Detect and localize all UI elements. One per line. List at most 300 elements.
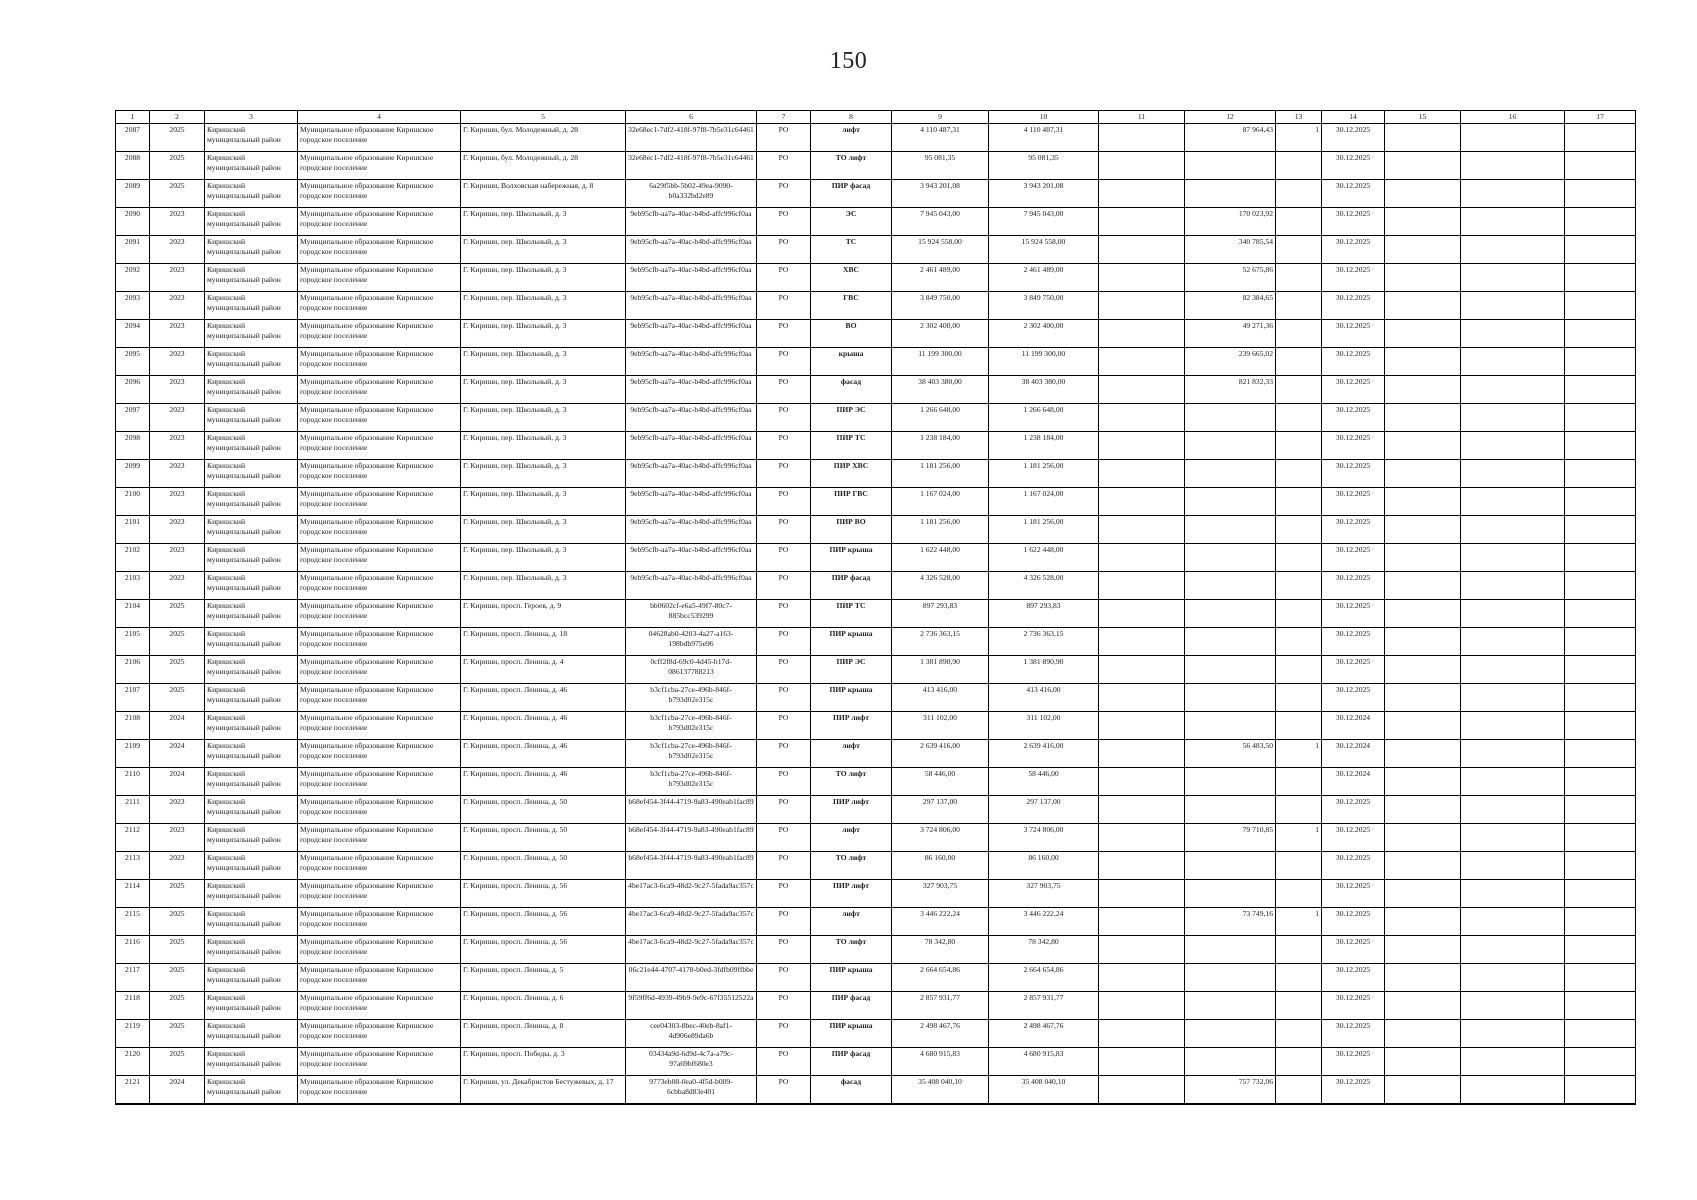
row-number-cell: 2108 <box>116 712 150 740</box>
column-13-cell <box>1276 852 1322 880</box>
cost-fund-cell: 3 446 222,24 <box>989 908 1099 936</box>
column-11-cell <box>1099 152 1185 180</box>
completion-date-cell: 30.12.2025 <box>1322 572 1385 600</box>
work-type-cell: ПИР ГВС <box>811 488 892 516</box>
total-cost-cell: 4 326 528,00 <box>892 572 989 600</box>
house-guid-cell: 9eb95cfb-aa7a-40ac-b4bd-affc996cf0aa <box>626 376 757 404</box>
table-row <box>116 516 1636 544</box>
total-cost-cell: 11 199 300,00 <box>892 348 989 376</box>
cost-fund-cell: 297 137,00 <box>989 796 1099 824</box>
column-13-cell <box>1276 964 1322 992</box>
house-guid-cell: 9eb95cfb-aa7a-40ac-b4bd-affc996cf0aa <box>626 292 757 320</box>
column-17-cell <box>1565 516 1636 544</box>
year-cell: 2025 <box>150 600 205 628</box>
cost-fund-cell: 3 724 806,00 <box>989 824 1099 852</box>
work-type-cell: ПИР ТС <box>811 600 892 628</box>
column-11-cell <box>1099 376 1185 404</box>
column-12-cell <box>1185 712 1276 740</box>
total-cost-cell: 1 266 648,00 <box>892 404 989 432</box>
work-type-cell: ВО <box>811 320 892 348</box>
year-cell: 2023 <box>150 432 205 460</box>
work-type-cell: фасад <box>811 1076 892 1105</box>
organization-cell: РО <box>757 264 811 292</box>
house-guid-cell: 9773eb08-0ea0-4f5d-b009-6cbba8d83e401 <box>626 1076 757 1105</box>
address-cell: Г. Кириши, просп. Ленина, д. 6 <box>461 992 626 1020</box>
table-row <box>116 768 1636 796</box>
work-type-cell: лифт <box>811 824 892 852</box>
column-13-cell <box>1276 992 1322 1020</box>
column-17-cell <box>1565 712 1636 740</box>
total-cost-cell: 3 943 201,08 <box>892 180 989 208</box>
total-cost-cell: 1 167 024,00 <box>892 488 989 516</box>
completion-date-cell: 30.12.2025 <box>1322 992 1385 1020</box>
table-row <box>116 964 1636 992</box>
work-type-cell: ТС <box>811 236 892 264</box>
column-12-cell <box>1185 936 1276 964</box>
total-cost-cell: 7 945 043,00 <box>892 208 989 236</box>
row-number-cell: 2087 <box>116 124 150 152</box>
municipality-cell: Муниципальное образование Киришское городское поселение <box>298 180 461 208</box>
organization-cell: РО <box>757 236 811 264</box>
organization-cell: РО <box>757 152 811 180</box>
cost-fund-cell: 7 945 043,00 <box>989 208 1099 236</box>
address-cell: Г. Кириши, пер. Школьный, д. 3 <box>461 264 626 292</box>
address-cell: Г. Кириши, пер. Школьный, д. 3 <box>461 544 626 572</box>
column-12-cell: 170 023,92 <box>1185 208 1276 236</box>
district-cell: Киришский муниципальный район <box>205 992 298 1020</box>
column-17-cell <box>1565 292 1636 320</box>
column-17-cell <box>1565 432 1636 460</box>
column-12-cell <box>1185 992 1276 1020</box>
municipality-cell: Муниципальное образование Киришское городское поселение <box>298 124 461 152</box>
total-cost-cell: 15 924 558,00 <box>892 236 989 264</box>
column-12-cell <box>1185 768 1276 796</box>
district-cell: Киришский муниципальный район <box>205 908 298 936</box>
column-17-cell <box>1565 376 1636 404</box>
cost-fund-cell: 58 446,00 <box>989 768 1099 796</box>
column-11-cell <box>1099 936 1185 964</box>
column-number-cell: 11 <box>1099 111 1185 124</box>
column-12-cell <box>1185 544 1276 572</box>
total-cost-cell: 2 736 363,15 <box>892 628 989 656</box>
organization-cell: РО <box>757 656 811 684</box>
year-cell: 2025 <box>150 180 205 208</box>
completion-date-cell: 30.12.2025 <box>1322 432 1385 460</box>
row-number-cell: 2114 <box>116 880 150 908</box>
year-cell: 2023 <box>150 572 205 600</box>
municipality-cell: Муниципальное образование Киришское городское поселение <box>298 208 461 236</box>
address-cell: Г. Кириши, просп. Ленина, д. 18 <box>461 628 626 656</box>
column-number-cell: 14 <box>1322 111 1385 124</box>
column-16-cell <box>1461 236 1565 264</box>
column-16-cell <box>1461 936 1565 964</box>
column-11-cell <box>1099 292 1185 320</box>
year-cell: 2025 <box>150 684 205 712</box>
house-guid-cell: 04628ab0-4203-4a27-a163-198bdb975e96 <box>626 628 757 656</box>
total-cost-cell: 2 664 654,86 <box>892 964 989 992</box>
column-12-cell <box>1185 152 1276 180</box>
column-11-cell <box>1099 684 1185 712</box>
municipality-cell: Муниципальное образование Киришское городское поселение <box>298 824 461 852</box>
column-16-cell <box>1461 544 1565 572</box>
year-cell: 2025 <box>150 656 205 684</box>
work-type-cell: фасад <box>811 376 892 404</box>
column-number-cell: 6 <box>626 111 757 124</box>
house-guid-cell: 4be17ac3-6ca9-48d2-9c27-5fada9ac357c <box>626 936 757 964</box>
district-cell: Киришский муниципальный район <box>205 488 298 516</box>
column-number-cell: 10 <box>989 111 1099 124</box>
column-17-cell <box>1565 824 1636 852</box>
column-11-cell <box>1099 880 1185 908</box>
column-number-cell: 15 <box>1385 111 1461 124</box>
column-16-cell <box>1461 712 1565 740</box>
row-number-cell: 2103 <box>116 572 150 600</box>
row-number-cell: 2097 <box>116 404 150 432</box>
table-row <box>116 880 1636 908</box>
address-cell: Г. Кириши, просп. Ленина, д. 50 <box>461 824 626 852</box>
table-row <box>116 908 1636 936</box>
column-11-cell <box>1099 404 1185 432</box>
column-13-cell <box>1276 684 1322 712</box>
municipality-cell: Муниципальное образование Киришское городское поселение <box>298 740 461 768</box>
year-cell: 2025 <box>150 936 205 964</box>
column-13-cell <box>1276 796 1322 824</box>
column-11-cell <box>1099 852 1185 880</box>
organization-cell: РО <box>757 880 811 908</box>
column-16-cell <box>1461 348 1565 376</box>
total-cost-cell: 38 403 380,00 <box>892 376 989 404</box>
column-15-cell <box>1385 824 1461 852</box>
work-type-cell: ПИР крыша <box>811 544 892 572</box>
column-16-cell <box>1461 572 1565 600</box>
column-13-cell <box>1276 768 1322 796</box>
organization-cell: РО <box>757 1048 811 1076</box>
work-type-cell: ТО лифт <box>811 936 892 964</box>
column-15-cell <box>1385 516 1461 544</box>
municipality-cell: Муниципальное образование Киришское городское поселение <box>298 544 461 572</box>
row-number-cell: 2089 <box>116 180 150 208</box>
municipality-cell: Муниципальное образование Киришское городское поселение <box>298 264 461 292</box>
row-number-cell: 2104 <box>116 600 150 628</box>
column-15-cell <box>1385 460 1461 488</box>
column-16-cell <box>1461 432 1565 460</box>
column-11-cell <box>1099 600 1185 628</box>
column-17-cell <box>1565 796 1636 824</box>
row-number-cell: 2099 <box>116 460 150 488</box>
address-cell: Г. Кириши, пер. Школьный, д. 3 <box>461 292 626 320</box>
house-guid-cell: 9f59ff6d-4939-49b9-9e9c-67f35512522a <box>626 992 757 1020</box>
cost-fund-cell: 2 664 654,86 <box>989 964 1099 992</box>
row-number-cell: 2118 <box>116 992 150 1020</box>
year-cell: 2025 <box>150 908 205 936</box>
cost-fund-cell: 86 160,00 <box>989 852 1099 880</box>
column-17-cell <box>1565 572 1636 600</box>
organization-cell: РО <box>757 740 811 768</box>
completion-date-cell: 30.12.2025 <box>1322 124 1385 152</box>
cost-fund-cell: 38 403 380,00 <box>989 376 1099 404</box>
column-12-cell <box>1185 796 1276 824</box>
house-guid-cell: b3cf1cba-27ce-496b-846f-b793d02e315c <box>626 712 757 740</box>
column-11-cell <box>1099 124 1185 152</box>
total-cost-cell: 297 137,00 <box>892 796 989 824</box>
column-17-cell <box>1565 152 1636 180</box>
table-row <box>116 628 1636 656</box>
work-type-cell: ПИР лифт <box>811 712 892 740</box>
row-number-cell: 2120 <box>116 1048 150 1076</box>
work-type-cell: ПИР ВО <box>811 516 892 544</box>
completion-date-cell: 30.12.2024 <box>1322 740 1385 768</box>
table-row <box>116 936 1636 964</box>
house-guid-cell: 9eb95cfb-aa7a-40ac-b4bd-affc996cf0aa <box>626 320 757 348</box>
house-guid-cell: b3cf1cba-27ce-496b-846f-b793d02e315c <box>626 684 757 712</box>
column-13-cell <box>1276 656 1322 684</box>
column-11-cell <box>1099 208 1185 236</box>
address-cell: Г. Кириши, пер. Школьный, д. 3 <box>461 516 626 544</box>
row-number-cell: 2094 <box>116 320 150 348</box>
year-cell: 2025 <box>150 1048 205 1076</box>
table-row <box>116 124 1636 152</box>
column-15-cell <box>1385 544 1461 572</box>
house-guid-cell: b3cf1cba-27ce-496b-846f-b793d02e315c <box>626 740 757 768</box>
completion-date-cell: 30.12.2025 <box>1322 152 1385 180</box>
column-17-cell <box>1565 936 1636 964</box>
page-number: 150 <box>829 48 868 74</box>
year-cell: 2025 <box>150 152 205 180</box>
table-row <box>116 740 1636 768</box>
district-cell: Киришский муниципальный район <box>205 376 298 404</box>
municipality-cell: Муниципальное образование Киришское городское поселение <box>298 712 461 740</box>
column-12-cell <box>1185 600 1276 628</box>
year-cell: 2025 <box>150 628 205 656</box>
organization-cell: РО <box>757 488 811 516</box>
cost-fund-cell: 1 622 448,00 <box>989 544 1099 572</box>
total-cost-cell: 86 160,00 <box>892 852 989 880</box>
organization-cell: РО <box>757 292 811 320</box>
column-11-cell <box>1099 796 1185 824</box>
column-12-cell <box>1185 656 1276 684</box>
table-row <box>116 292 1636 320</box>
column-12-cell: 757 732,06 <box>1185 1076 1276 1105</box>
column-11-cell <box>1099 740 1185 768</box>
column-16-cell <box>1461 656 1565 684</box>
organization-cell: РО <box>757 684 811 712</box>
table-row <box>116 152 1636 180</box>
year-cell: 2024 <box>150 740 205 768</box>
municipality-cell: Муниципальное образование Киришское городское поселение <box>298 908 461 936</box>
column-15-cell <box>1385 376 1461 404</box>
column-13-cell <box>1276 460 1322 488</box>
table-row <box>116 544 1636 572</box>
column-13-cell <box>1276 628 1322 656</box>
address-cell: Г. Кириши, просп. Победы, д. 3 <box>461 1048 626 1076</box>
municipality-cell: Муниципальное образование Киришское городское поселение <box>298 404 461 432</box>
table-row <box>116 1076 1636 1105</box>
house-guid-cell: 9eb95cfb-aa7a-40ac-b4bd-affc996cf0aa <box>626 432 757 460</box>
column-15-cell <box>1385 712 1461 740</box>
column-11-cell <box>1099 488 1185 516</box>
row-number-cell: 2121 <box>116 1076 150 1105</box>
cost-fund-cell: 1 381 890,90 <box>989 656 1099 684</box>
house-guid-cell: 9eb95cfb-aa7a-40ac-b4bd-affc996cf0aa <box>626 572 757 600</box>
column-16-cell <box>1461 768 1565 796</box>
work-type-cell: ТО лифт <box>811 768 892 796</box>
organization-cell: РО <box>757 964 811 992</box>
district-cell: Киришский муниципальный район <box>205 460 298 488</box>
address-cell: Г. Кириши, пер. Школьный, д. 3 <box>461 432 626 460</box>
organization-cell: РО <box>757 824 811 852</box>
address-cell: Г. Кириши, просп. Ленина, д. 56 <box>461 908 626 936</box>
work-type-cell: ТО лифт <box>811 852 892 880</box>
column-15-cell <box>1385 320 1461 348</box>
column-12-cell: 73 749,16 <box>1185 908 1276 936</box>
house-guid-cell: b68ef454-3f44-4719-9a83-490eab1fac89 <box>626 852 757 880</box>
district-cell: Киришский муниципальный район <box>205 516 298 544</box>
table-row <box>116 1020 1636 1048</box>
table-row <box>116 600 1636 628</box>
organization-cell: РО <box>757 852 811 880</box>
year-cell: 2023 <box>150 488 205 516</box>
work-type-cell: ПИР лифт <box>811 880 892 908</box>
column-17-cell <box>1565 264 1636 292</box>
column-16-cell <box>1461 824 1565 852</box>
column-12-cell: 821 832,33 <box>1185 376 1276 404</box>
house-guid-cell: 0cff2f8d-69c0-4d45-b17d-086137788213 <box>626 656 757 684</box>
year-cell: 2023 <box>150 852 205 880</box>
column-17-cell <box>1565 488 1636 516</box>
organization-cell: РО <box>757 1076 811 1105</box>
cost-fund-cell: 1 167 024,00 <box>989 488 1099 516</box>
total-cost-cell: 2 302 400,00 <box>892 320 989 348</box>
year-cell: 2023 <box>150 292 205 320</box>
completion-date-cell: 30.12.2025 <box>1322 824 1385 852</box>
column-15-cell <box>1385 348 1461 376</box>
column-number-cell: 2 <box>150 111 205 124</box>
column-13-cell <box>1276 1076 1322 1105</box>
column-number-cell: 4 <box>298 111 461 124</box>
table-row <box>116 180 1636 208</box>
table-row <box>116 432 1636 460</box>
work-type-cell: ХВС <box>811 264 892 292</box>
column-13-cell <box>1276 264 1322 292</box>
row-number-cell: 2106 <box>116 656 150 684</box>
completion-date-cell: 30.12.2025 <box>1322 656 1385 684</box>
municipality-cell: Муниципальное образование Киришское городское поселение <box>298 992 461 1020</box>
total-cost-cell: 311 102,00 <box>892 712 989 740</box>
year-cell: 2023 <box>150 264 205 292</box>
column-16-cell <box>1461 460 1565 488</box>
column-12-cell <box>1185 852 1276 880</box>
municipality-cell: Муниципальное образование Киришское городское поселение <box>298 768 461 796</box>
year-cell: 2023 <box>150 320 205 348</box>
house-guid-cell: b68ef454-3f44-4719-9a83-490eab1fac89 <box>626 824 757 852</box>
column-16-cell <box>1461 152 1565 180</box>
column-13-cell <box>1276 1048 1322 1076</box>
work-type-cell: лифт <box>811 124 892 152</box>
column-12-cell: 49 271,36 <box>1185 320 1276 348</box>
total-cost-cell: 3 446 222,24 <box>892 908 989 936</box>
district-cell: Киришский муниципальный район <box>205 964 298 992</box>
column-11-cell <box>1099 712 1185 740</box>
cost-fund-cell: 4 680 915,83 <box>989 1048 1099 1076</box>
address-cell: Г. Кириши, ул. Декабристов Бестужевых, д. 17 <box>461 1076 626 1105</box>
address-cell: Г. Кириши, просп. Ленина, д. 50 <box>461 796 626 824</box>
year-cell: 2023 <box>150 544 205 572</box>
column-15-cell <box>1385 936 1461 964</box>
column-13-cell <box>1276 1020 1322 1048</box>
column-17-cell <box>1565 684 1636 712</box>
column-15-cell <box>1385 908 1461 936</box>
district-cell: Киришский муниципальный район <box>205 124 298 152</box>
address-cell: Г. Кириши, просп. Ленина, д. 46 <box>461 684 626 712</box>
column-13-cell <box>1276 376 1322 404</box>
column-11-cell <box>1099 544 1185 572</box>
organization-cell: РО <box>757 796 811 824</box>
column-16-cell <box>1461 404 1565 432</box>
cost-fund-cell: 897 293,83 <box>989 600 1099 628</box>
organization-cell: РО <box>757 320 811 348</box>
organization-cell: РО <box>757 768 811 796</box>
year-cell: 2023 <box>150 460 205 488</box>
total-cost-cell: 95 081,35 <box>892 152 989 180</box>
address-cell: Г. Кириши, пер. Школьный, д. 3 <box>461 572 626 600</box>
address-cell: Г. Кириши, пер. Школьный, д. 3 <box>461 460 626 488</box>
column-13-cell <box>1276 348 1322 376</box>
district-cell: Киришский муниципальный район <box>205 236 298 264</box>
house-guid-cell: 9eb95cfb-aa7a-40ac-b4bd-affc996cf0aa <box>626 460 757 488</box>
total-cost-cell: 1 181 256,00 <box>892 516 989 544</box>
total-cost-cell: 78 342,80 <box>892 936 989 964</box>
district-cell: Киришский муниципальный район <box>205 712 298 740</box>
row-number-cell: 2115 <box>116 908 150 936</box>
year-cell: 2023 <box>150 516 205 544</box>
column-15-cell <box>1385 264 1461 292</box>
table-body <box>116 124 1636 1105</box>
address-cell: Г. Кириши, просп. Ленина, д. 8 <box>461 1020 626 1048</box>
column-17-cell <box>1565 600 1636 628</box>
district-cell: Киришский муниципальный район <box>205 600 298 628</box>
column-13-cell <box>1276 292 1322 320</box>
municipality-cell: Муниципальное образование Киришское городское поселение <box>298 628 461 656</box>
cost-fund-cell: 78 342,80 <box>989 936 1099 964</box>
district-cell: Киришский муниципальный район <box>205 432 298 460</box>
column-16-cell <box>1461 684 1565 712</box>
district-cell: Киришский муниципальный район <box>205 292 298 320</box>
column-16-cell <box>1461 320 1565 348</box>
cost-fund-cell: 35 408 040,10 <box>989 1076 1099 1105</box>
completion-date-cell: 30.12.2025 <box>1322 1076 1385 1105</box>
address-cell: Г. Кириши, пер. Школьный, д. 3 <box>461 488 626 516</box>
total-cost-cell: 1 381 890,90 <box>892 656 989 684</box>
completion-date-cell: 30.12.2025 <box>1322 404 1385 432</box>
column-15-cell <box>1385 1020 1461 1048</box>
cost-fund-cell: 327 903,75 <box>989 880 1099 908</box>
column-16-cell <box>1461 992 1565 1020</box>
completion-date-cell: 30.12.2025 <box>1322 852 1385 880</box>
column-15-cell <box>1385 684 1461 712</box>
row-number-cell: 2090 <box>116 208 150 236</box>
row-number-cell: 2088 <box>116 152 150 180</box>
cost-fund-cell: 1 181 256,00 <box>989 516 1099 544</box>
organization-cell: РО <box>757 712 811 740</box>
cost-fund-cell: 1 181 256,00 <box>989 460 1099 488</box>
column-16-cell <box>1461 880 1565 908</box>
column-12-cell <box>1185 488 1276 516</box>
completion-date-cell: 30.12.2025 <box>1322 516 1385 544</box>
house-guid-cell: 03434a9d-6d9d-4c7a-a79c-97a69bf680e3 <box>626 1048 757 1076</box>
column-15-cell <box>1385 292 1461 320</box>
district-cell: Киришский муниципальный район <box>205 796 298 824</box>
cost-fund-cell: 2 639 416,00 <box>989 740 1099 768</box>
